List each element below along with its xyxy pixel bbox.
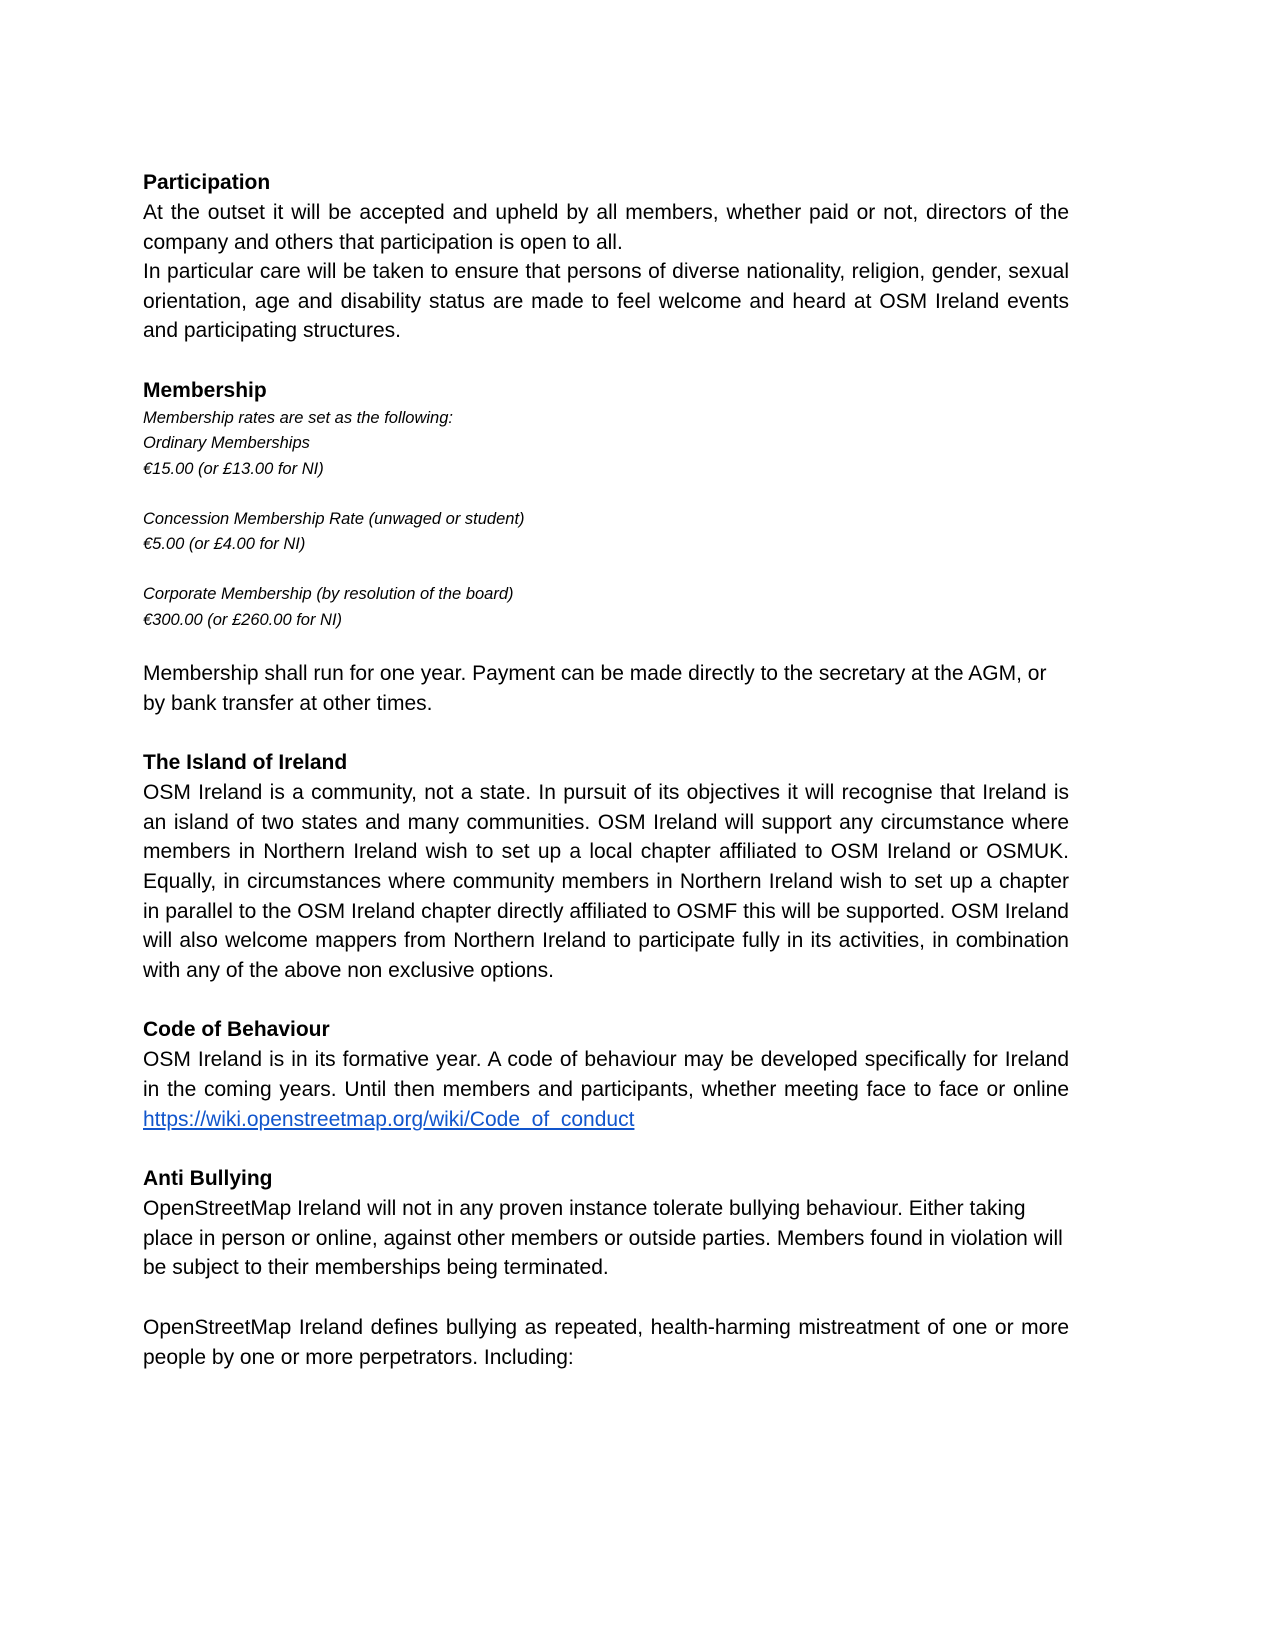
participation-section: [143, 168, 1069, 346]
island-paragraph: OSM Ireland is a community, not a state. In pursuit of its objectives it will recognise that Ireland is an island of two states and many communities. OSM Ireland will support any circumstance where members in Northern Ireland wish to set up a local chapter affiliated to OSM Ireland or OSMUK. Equally, in circumstances where community members in Northern Ireland wish to set up a chapter in parallel to the OSM Ireland chapter directly affiliated to OSMF this will be supported. OSM Ireland will also welcome mappers from Northern Ireland to participate fully in its activities, in combination with any of the above non exclusive options.: [143, 781, 1069, 982]
participation-paragraph-2: In particular care will be taken to ensure that persons of diverse nationality, religion, gender, sexual orientation, age and disability status are made to feel welcome and heard at OSM Ireland events and participating structures.: [143, 260, 1069, 343]
membership-intro: Membership rates are set as the following:: [143, 408, 453, 427]
participation-paragraph-1: At the outset it will be accepted and upheld by all members, whether paid or not, directors of the company and others that participation is open to all.: [143, 201, 1069, 254]
island-heading: The Island of Ireland: [143, 751, 348, 775]
corporate-membership-rate: €300.00 (or £260.00 for NI): [143, 610, 343, 629]
document-page: [143, 168, 1069, 1372]
code-of-behaviour-text: OSM Ireland is in its formative year. A code of behaviour may be developed specifically for Ireland in the coming years. Until then members and participants, whether meeting face to face or online: [143, 1048, 1069, 1101]
membership-section: [143, 376, 1069, 718]
anti-bullying-paragraph-2: OpenStreetMap Ireland defines bullying as repeated, health-harming mistreatment of one or more people by one or more perpetrators. Including:: [143, 1315, 1069, 1369]
anti-bullying-heading: Anti Bullying: [143, 1167, 273, 1191]
membership-duration-text: Membership shall run for one year. Payment can be made directly to the secretary at the AGM, or by bank transfer at other times.: [143, 662, 1047, 715]
code-of-conduct-link[interactable]: https://wiki.openstreetmap.org/wiki/Code_of_conduct: [143, 1107, 635, 1131]
participation-heading: Participation: [143, 171, 271, 194]
concession-membership-label: Concession Membership Rate (unwaged or student): [143, 509, 525, 528]
code-of-behaviour-section: [143, 1015, 1069, 1134]
membership-heading: Membership: [143, 378, 267, 402]
code-of-behaviour-heading: Code of Behaviour: [143, 1018, 330, 1042]
corporate-membership-label: Corporate Membership (by resolution of the board): [143, 585, 514, 604]
ordinary-membership-rate: €15.00 (or £13.00 for NI): [143, 459, 324, 478]
concession-membership-rate: €5.00 (or £4.00 for NI): [143, 535, 306, 554]
code-of-behaviour-paragraph: [143, 1045, 1069, 1134]
ordinary-membership-label: Ordinary Memberships: [143, 434, 310, 453]
island-section: [143, 748, 1069, 985]
anti-bullying-section: [143, 1164, 1069, 1372]
anti-bullying-paragraph-1: OpenStreetMap Ireland will not in any proven instance tolerate bullying behaviour. Either taking place in person or online, against other members or outside parties. Members found in violation will be subject to their memberships being terminated.: [143, 1197, 1063, 1280]
